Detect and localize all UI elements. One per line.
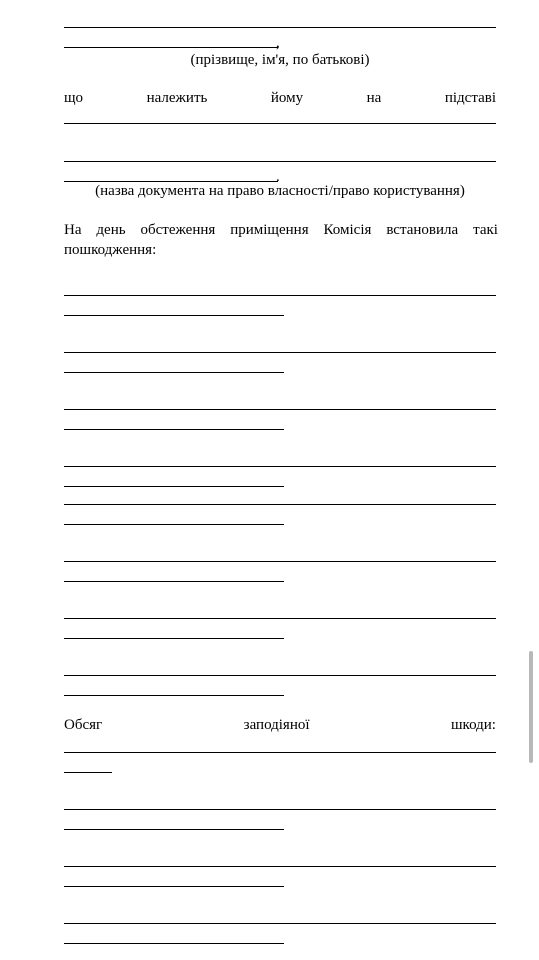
damage-intro-line-1 bbox=[64, 220, 498, 240]
blank-line-short bbox=[64, 695, 284, 696]
blank-line bbox=[64, 675, 496, 676]
volume-word: Обсяг bbox=[64, 717, 103, 733]
period-mark: . bbox=[276, 169, 280, 185]
blank-line bbox=[64, 561, 496, 562]
blank-line bbox=[64, 809, 496, 810]
intro-word: встановила bbox=[386, 222, 459, 238]
document-caption: (назва документа на право власності/право користування) bbox=[95, 183, 465, 199]
volume-line bbox=[64, 715, 496, 735]
blank-line bbox=[64, 618, 496, 619]
intro-word: Комісія bbox=[323, 222, 372, 238]
blank-line bbox=[64, 161, 496, 162]
blank-line-short bbox=[64, 429, 284, 430]
volume-word: заподіяної bbox=[243, 717, 310, 733]
blank-line bbox=[64, 27, 496, 28]
blank-line-short bbox=[64, 47, 278, 48]
blank-line-stub bbox=[64, 772, 112, 773]
blank-line bbox=[64, 409, 496, 410]
blank-line bbox=[64, 295, 496, 296]
comma-mark: , bbox=[276, 35, 280, 51]
blank-line-short bbox=[64, 829, 284, 830]
blank-line-short bbox=[64, 886, 284, 887]
vertical-scrollbar[interactable] bbox=[529, 651, 533, 763]
blank-line bbox=[64, 923, 496, 924]
belongs-word: на bbox=[366, 90, 382, 106]
blank-line bbox=[64, 866, 496, 867]
belongs-word: належить bbox=[146, 90, 208, 106]
intro-word: такі bbox=[473, 222, 498, 238]
intro-word: приміщення bbox=[230, 222, 309, 238]
belongs-line bbox=[64, 88, 496, 108]
intro-word: обстеження bbox=[140, 222, 216, 238]
blank-line-short bbox=[64, 372, 284, 373]
belongs-word: йому bbox=[270, 90, 304, 106]
blank-line bbox=[64, 352, 496, 353]
blank-line-short bbox=[64, 581, 284, 582]
damage-intro-paragraph bbox=[64, 220, 498, 260]
blank-line bbox=[64, 123, 496, 124]
blank-line-short bbox=[64, 524, 284, 525]
blank-line bbox=[64, 504, 496, 505]
intro-word: На bbox=[64, 222, 82, 238]
damage-intro-line-2: пошкодження: bbox=[64, 242, 157, 258]
blank-line-short bbox=[64, 486, 284, 487]
name-caption: (прізвище, ім'я, по батькові) bbox=[190, 52, 370, 68]
belongs-word: підставі bbox=[444, 90, 496, 106]
blank-line-short bbox=[64, 943, 284, 944]
belongs-word: що bbox=[64, 90, 84, 106]
intro-word: день bbox=[96, 222, 126, 238]
blank-line-short bbox=[64, 638, 284, 639]
blank-line-short bbox=[64, 315, 284, 316]
blank-line bbox=[64, 466, 496, 467]
blank-line bbox=[64, 752, 496, 753]
volume-word: шкоди: bbox=[451, 717, 496, 733]
